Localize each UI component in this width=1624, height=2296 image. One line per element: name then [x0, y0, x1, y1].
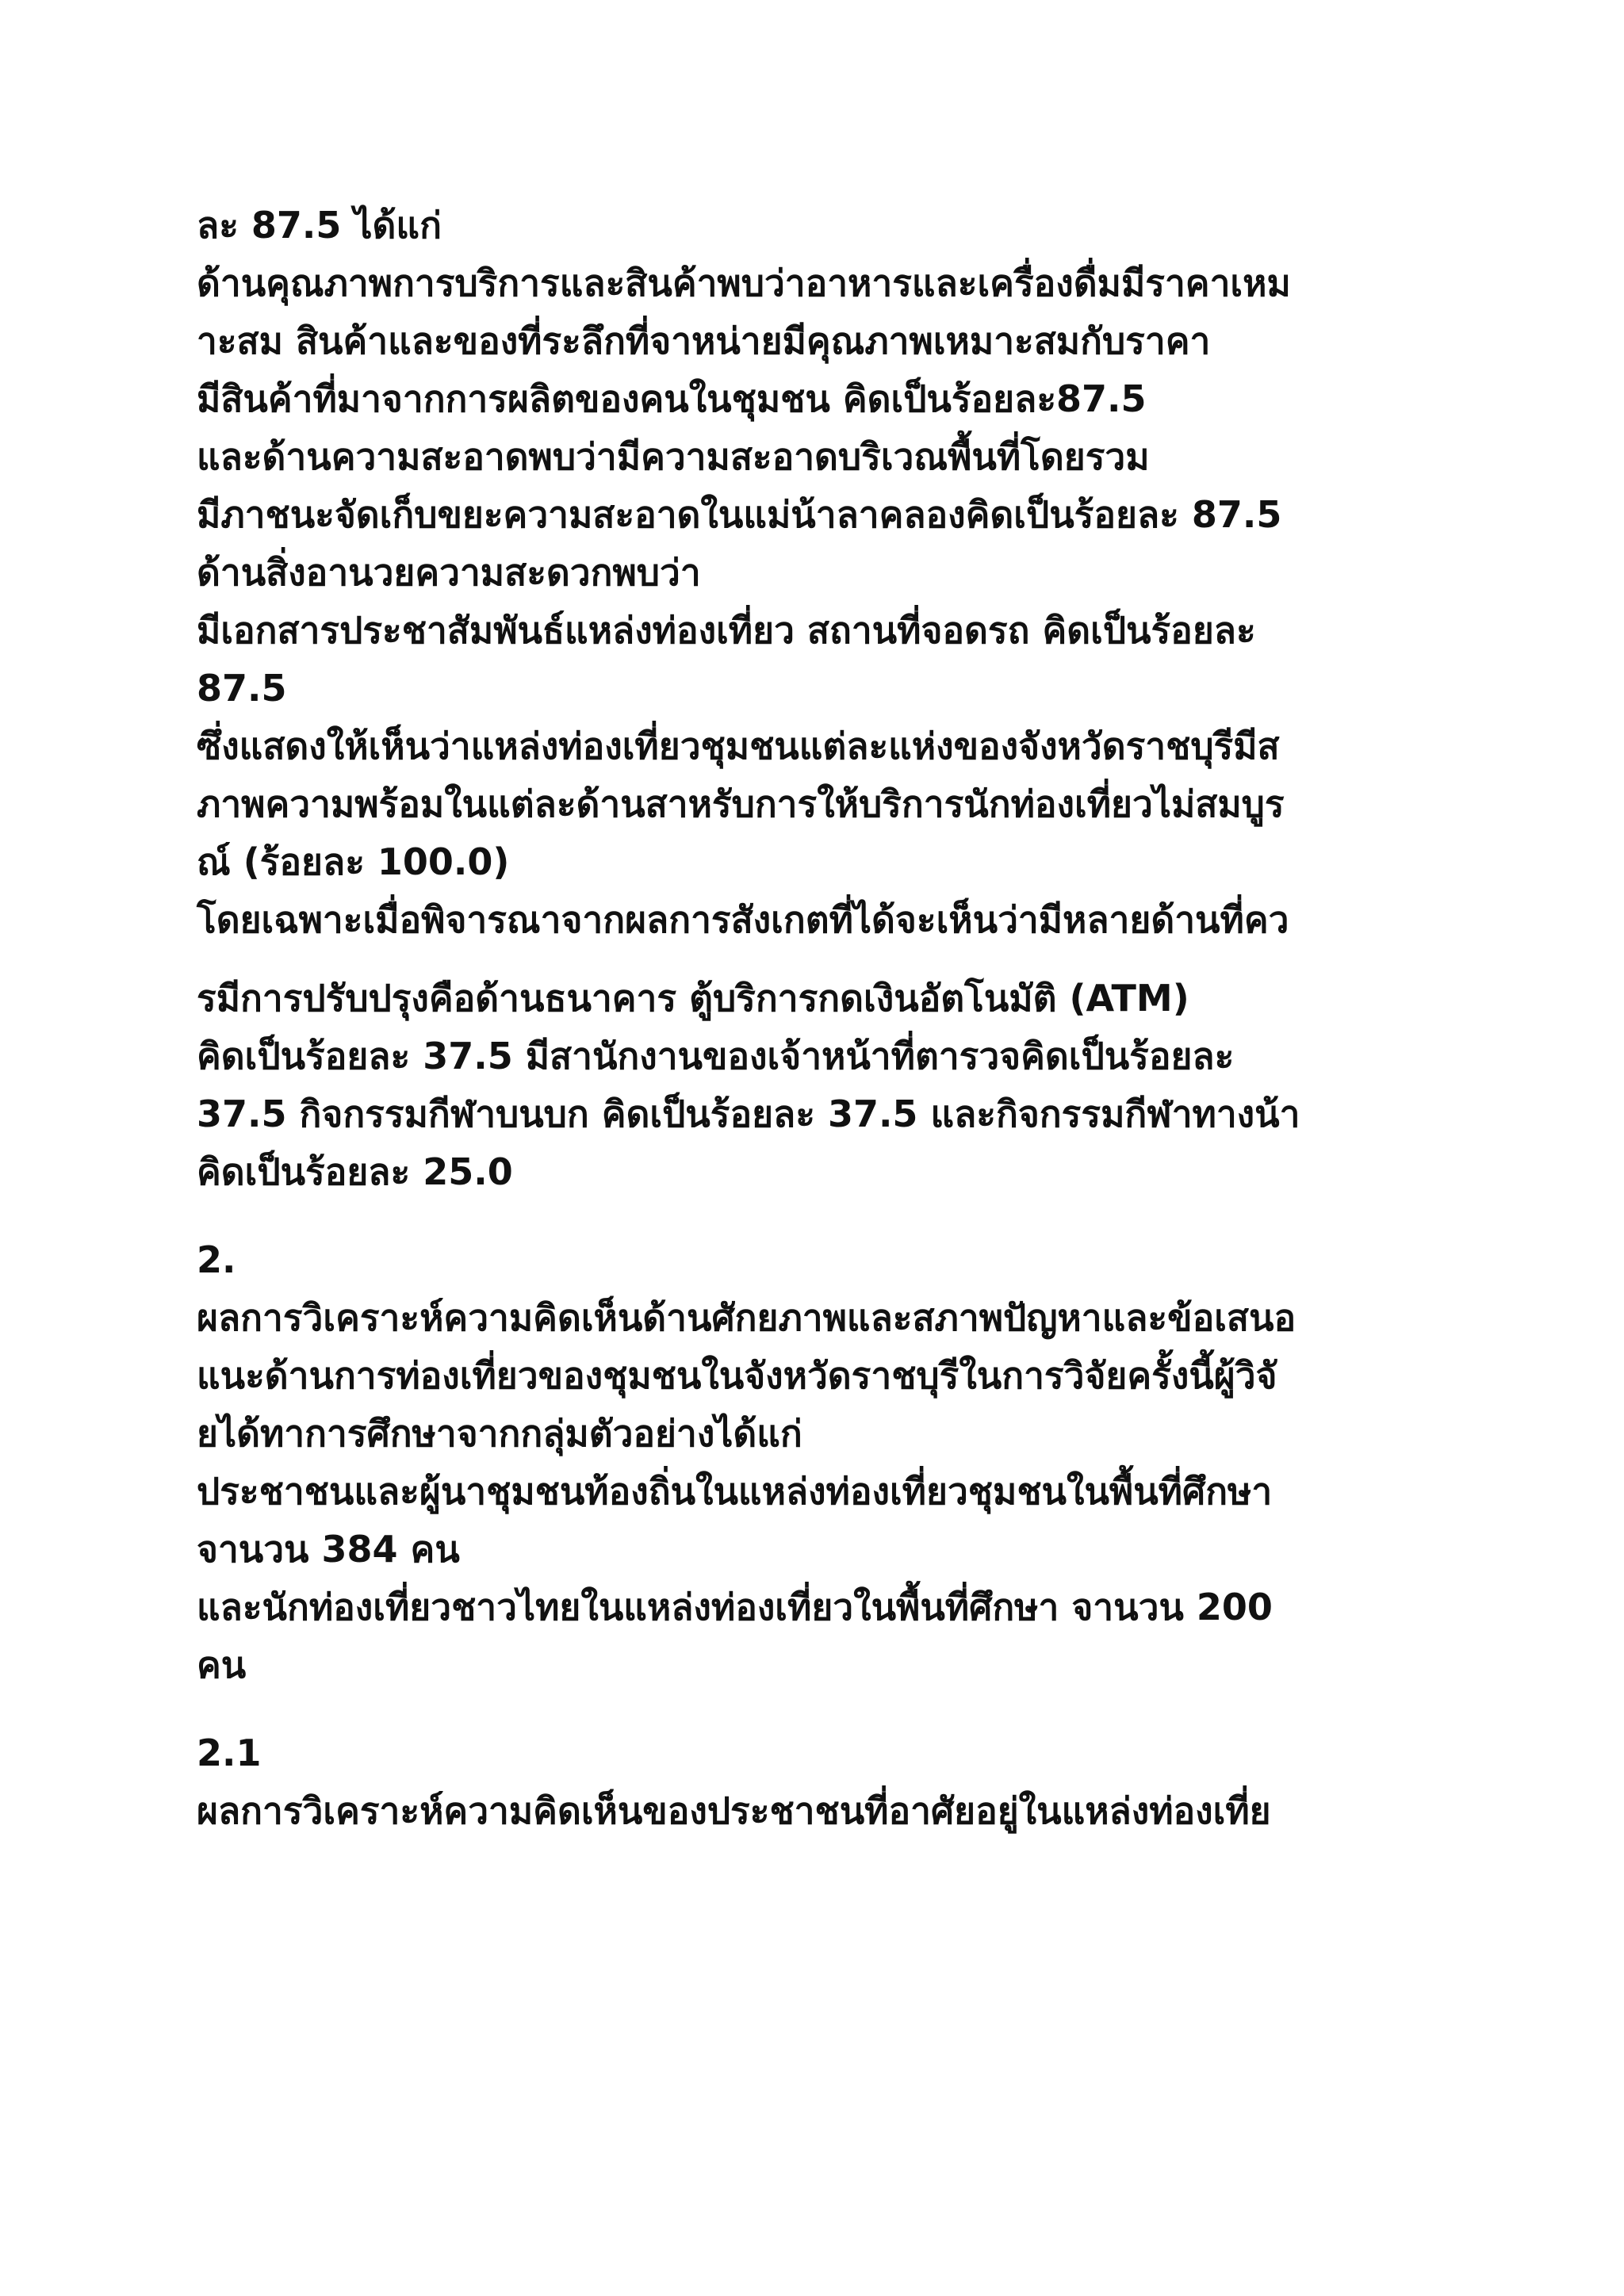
text-line: 87.5	[197, 667, 287, 710]
text-line: ซึ่งแสดงให้เห็นว่าแหล่งท่องเที่ยวชุมชนแต่ละแห่งของจังหวัดราชบุรีมีส	[197, 725, 1280, 767]
text-line: รมีการปรับปรุงคือด้านธนาคาร ตู้บริการกดเงินอัตโนมัติ (ATM)	[197, 977, 1189, 1020]
text-line: มีภาชนะจัดเก็บขยะความสะอาดในแม่น้าลาคลองคิดเป็นร้อยละ 87.5	[197, 493, 1282, 536]
text-line: 37.5 กิจกรรมกีฬาบนบก คิดเป็นร้อยละ 37.5 และกิจกรรมกีฬาทางน้า	[197, 1093, 1300, 1135]
text-line: ด้านคุณภาพการบริการและสินค้าพบว่าอาหารและเครื่องดื่มมีราคาเหม	[197, 262, 1291, 304]
text-line: โดยเฉพาะเมื่อพิจารณาจากผลการสังเกตที่ได้จะเห็นว่ามีหลายด้านที่คว	[197, 898, 1289, 941]
text-line: แนะด้านการท่องเที่ยวของชุมชนในจังหวัดราชบุรีในการวิจัยครั้งนี้ผู้วิจั	[197, 1354, 1277, 1397]
section-number: 2.	[197, 1238, 236, 1281]
text-line: และนักท่องเที่ยวชาวไทยในแหล่งท่องเที่ยวในพื้นที่ศึกษา จานวน 200	[197, 1586, 1273, 1628]
section-number: 2.1	[197, 1732, 262, 1774]
text-line: ละ 87.5 ได้แก่	[197, 204, 442, 247]
text-line: ผลการวิเคราะห์ความคิดเห็นของประชาชนที่อาศัยอยู่ในแหล่งท่องเที่ย	[197, 1789, 1271, 1832]
section-gap	[197, 1201, 1450, 1231]
paragraph-gap	[197, 949, 1450, 970]
text-line: คิดเป็นร้อยละ 37.5 มีสานักงานของเจ้าหน้าที่ตารวจคิดเป็นร้อยละ	[197, 1035, 1235, 1077]
section-2-1	[197, 1724, 1450, 1840]
text-line: คิดเป็นร้อยละ 25.0	[197, 1150, 513, 1193]
document-page	[197, 197, 1450, 1840]
text-line: คน	[197, 1644, 247, 1686]
section-2	[197, 1231, 1450, 1694]
text-line: าะสม สินค้าและของที่ระลึกที่จาหน่ายมีคุณภาพเหมาะสมกับราคา	[197, 320, 1211, 362]
text-line: มีสินค้าที่มาจากการผลิตของคนในชุมชน คิดเป็นร้อยละ87.5	[197, 377, 1147, 420]
text-line: ประชาชนและผู้นาชุมชนท้องถิ่นในแหล่งท่องเที่ยวชุมชนในพื้นที่ศึกษา	[197, 1470, 1273, 1513]
text-line: และด้านความสะอาดพบว่ามีความสะอาดบริเวณพื้นที่โดยรวม	[197, 435, 1150, 478]
text-line: ผลการวิเคราะห์ความคิดเห็นด้านศักยภาพและสภาพปัญหาและข้อเสนอ	[197, 1296, 1297, 1339]
text-line: จานวน 384 คน	[197, 1528, 460, 1571]
text-line: มีเอกสารประชาสัมพันธ์แหล่งท่องเที่ยว สถานที่จอดรถ คิดเป็นร้อยละ	[197, 609, 1256, 652]
text-line: ณ์ (ร้อยละ 100.0)	[197, 840, 510, 883]
text-line: ยได้ทาการศึกษาจากกลุ่มตัวอย่างได้แก่	[197, 1412, 802, 1455]
paragraph-2	[197, 970, 1450, 1201]
text-line: ด้านสิ่งอานวยความสะดวกพบว่า	[197, 551, 701, 594]
paragraph-1	[197, 197, 1450, 949]
section-gap	[197, 1694, 1450, 1724]
text-line: ภาพความพร้อมในแต่ละด้านสาหรับการให้บริการนักท่องเที่ยวไม่สมบูร	[197, 783, 1285, 825]
